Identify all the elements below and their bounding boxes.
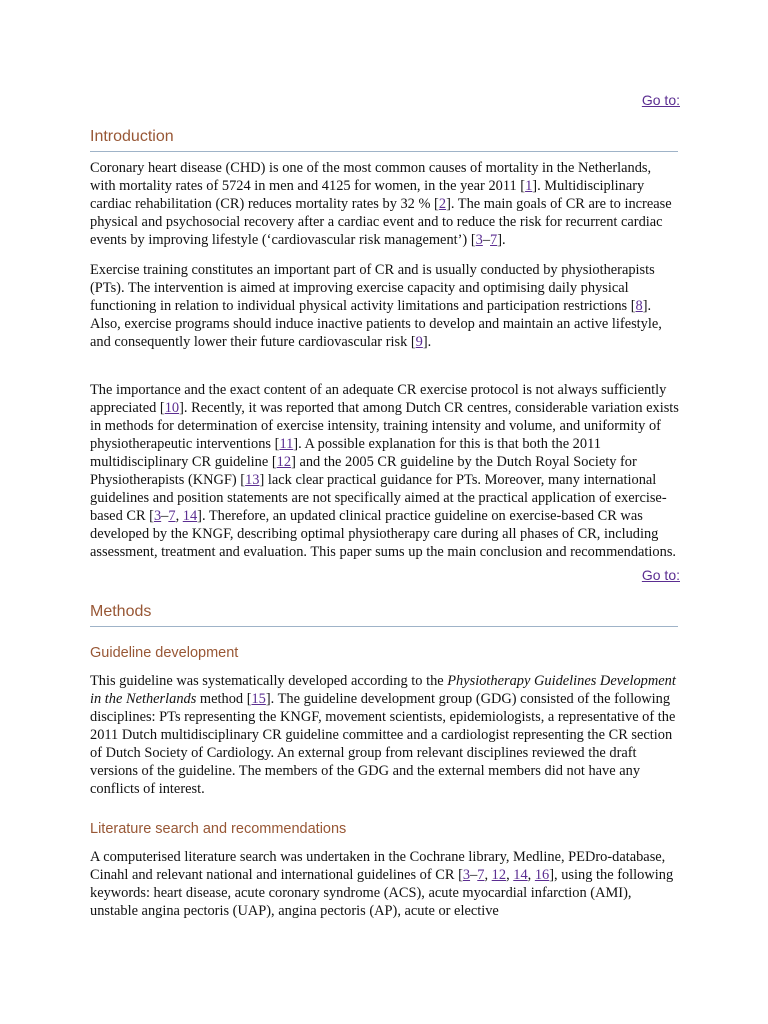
text: A computerised literature search was undertaken in the Cochrane library, Medline, PEDro-database, Cinahl and relevant national and international guidelines of CR [ [90, 849, 666, 883]
paragraph [90, 159, 680, 249]
goto-link[interactable]: Go to: [641, 567, 680, 583]
paragraph [90, 381, 680, 561]
text: , [484, 867, 492, 883]
reference-link[interactable]: 13 [245, 472, 260, 488]
reference-link[interactable]: 7 [168, 508, 176, 524]
paragraph [90, 261, 680, 351]
reference-link[interactable]: 7 [477, 867, 485, 883]
italic-text: Physiotherapy Guidelines Development in the Netherlands [90, 673, 676, 707]
section-heading-introduction: Introduction [90, 128, 678, 152]
reference-link[interactable]: 11 [279, 436, 294, 452]
reference-link[interactable]: 14 [182, 508, 198, 524]
text: ]. Recently, it was reported that among Dutch CR centres, considerable variation exists in methods for determination of exercise intensity, training intensity and volume, and uniformity of physiotherapeutic interventions [ [90, 400, 679, 452]
text: ]. Therefore, an updated clinical practice guideline on exercise-based CR was developed by the KNGF, describing optimal physiotherapy care during all phases of CR, including assessment, treatment and evaluation. This paper sums up the main conclusion and recommendations. [90, 508, 677, 560]
goto-link[interactable]: Go to: [641, 92, 680, 108]
reference-link[interactable]: 2 [438, 196, 447, 212]
text: ], using the following keywords: heart disease, acute coronary syndrome (ACS), acute myocardial infarction (AMI), unstable angina pectoris (UAP), angina pectoris (AP), acute or elective [90, 867, 674, 919]
reference-link[interactable]: 14 [513, 867, 528, 883]
paragraph [90, 672, 680, 798]
text: ]. [497, 232, 506, 248]
reference-link[interactable]: 16 [534, 867, 550, 883]
text: , [175, 508, 183, 524]
reference-link[interactable]: 10 [164, 400, 180, 416]
text: Coronary heart disease (CHD) is one of the most common causes of mortality in the Netherlands, with mortality rates of 5724 in men and 4125 for women, in the year 2011 [ [90, 160, 652, 194]
text: ]. The main goals of CR are to increase physical and psychosocial recovery after a cardiac event and to reduce the risk for recurrent cardiac events by improving lifestyle (‘cardiovascular risk management’) [ [90, 196, 672, 248]
text: This guideline was systematically developed according to the [90, 673, 448, 689]
reference-link[interactable]: 9 [415, 334, 423, 350]
reference-link[interactable]: 3 [475, 232, 483, 248]
text: ]. The guideline development group (GDG) consisted of the following disciplines: PTs representing the KNGF, movement scientists, epidemiologists, a representative of the 2011 Dutch multidisciplinary CR guideline committee and a cardiologist representing the CR section of Dutch Society of Cardiology. An external group from relevant disciplines reviewed the draft versions of the guideline. The members of the GDG and the external members did not have any conflicts of interest. [90, 691, 676, 797]
section-heading-methods: Methods [90, 603, 678, 627]
text: ]. [422, 334, 432, 350]
reference-link[interactable]: 12 [276, 454, 292, 470]
text: ]. Also, exercise programs should induce inactive patients to develop and maintain an active lifestyle, and consequently lower their future cardiovascular risk [ [90, 298, 662, 350]
reference-link[interactable]: 1 [525, 178, 533, 194]
reference-link[interactable]: 3 [462, 867, 471, 883]
text: ] lack clear practical guidance for PTs. Moreover, many international guidelines and position statements are not specifically aimed at the practical application of exercise-based CR [ [90, 472, 667, 524]
text: ]. A possible explanation for this is that both the 2011 multidisciplinary CR guideline [ [90, 436, 601, 470]
reference-link[interactable]: 8 [635, 298, 643, 314]
subsection-heading-literature-search: Literature search and recommendations [90, 821, 347, 837]
text: method [ [196, 691, 252, 707]
text: , [506, 867, 514, 883]
text: – [470, 867, 478, 883]
reference-link[interactable]: 3 [153, 508, 162, 524]
reference-link[interactable]: 7 [490, 232, 498, 248]
paragraph [90, 848, 680, 920]
text: The importance and the exact content of an adequate CR exercise protocol is not always sufficiently appreciated [ [90, 382, 667, 416]
text: , [527, 867, 535, 883]
text: – [161, 508, 169, 524]
reference-link[interactable]: 12 [491, 867, 507, 883]
text: ]. Multidisciplinary cardiac rehabilitation (CR) reduces mortality rates by 32 % [ [90, 178, 645, 212]
subsection-heading-guideline-development: Guideline development [90, 645, 239, 661]
reference-link[interactable]: 15 [251, 691, 266, 707]
text: ] and the 2005 CR guideline by the Dutch Royal Society for Physiotherapists (KNGF) [ [90, 454, 637, 488]
text: Exercise training constitutes an important part of CR and is usually conducted by physiotherapists (PTs). The intervention is aimed at improving exercise capacity and optimising daily physical functioning in relation to individual physical activity limitations and participation restrictions [ [90, 262, 655, 314]
text: – [482, 232, 491, 248]
